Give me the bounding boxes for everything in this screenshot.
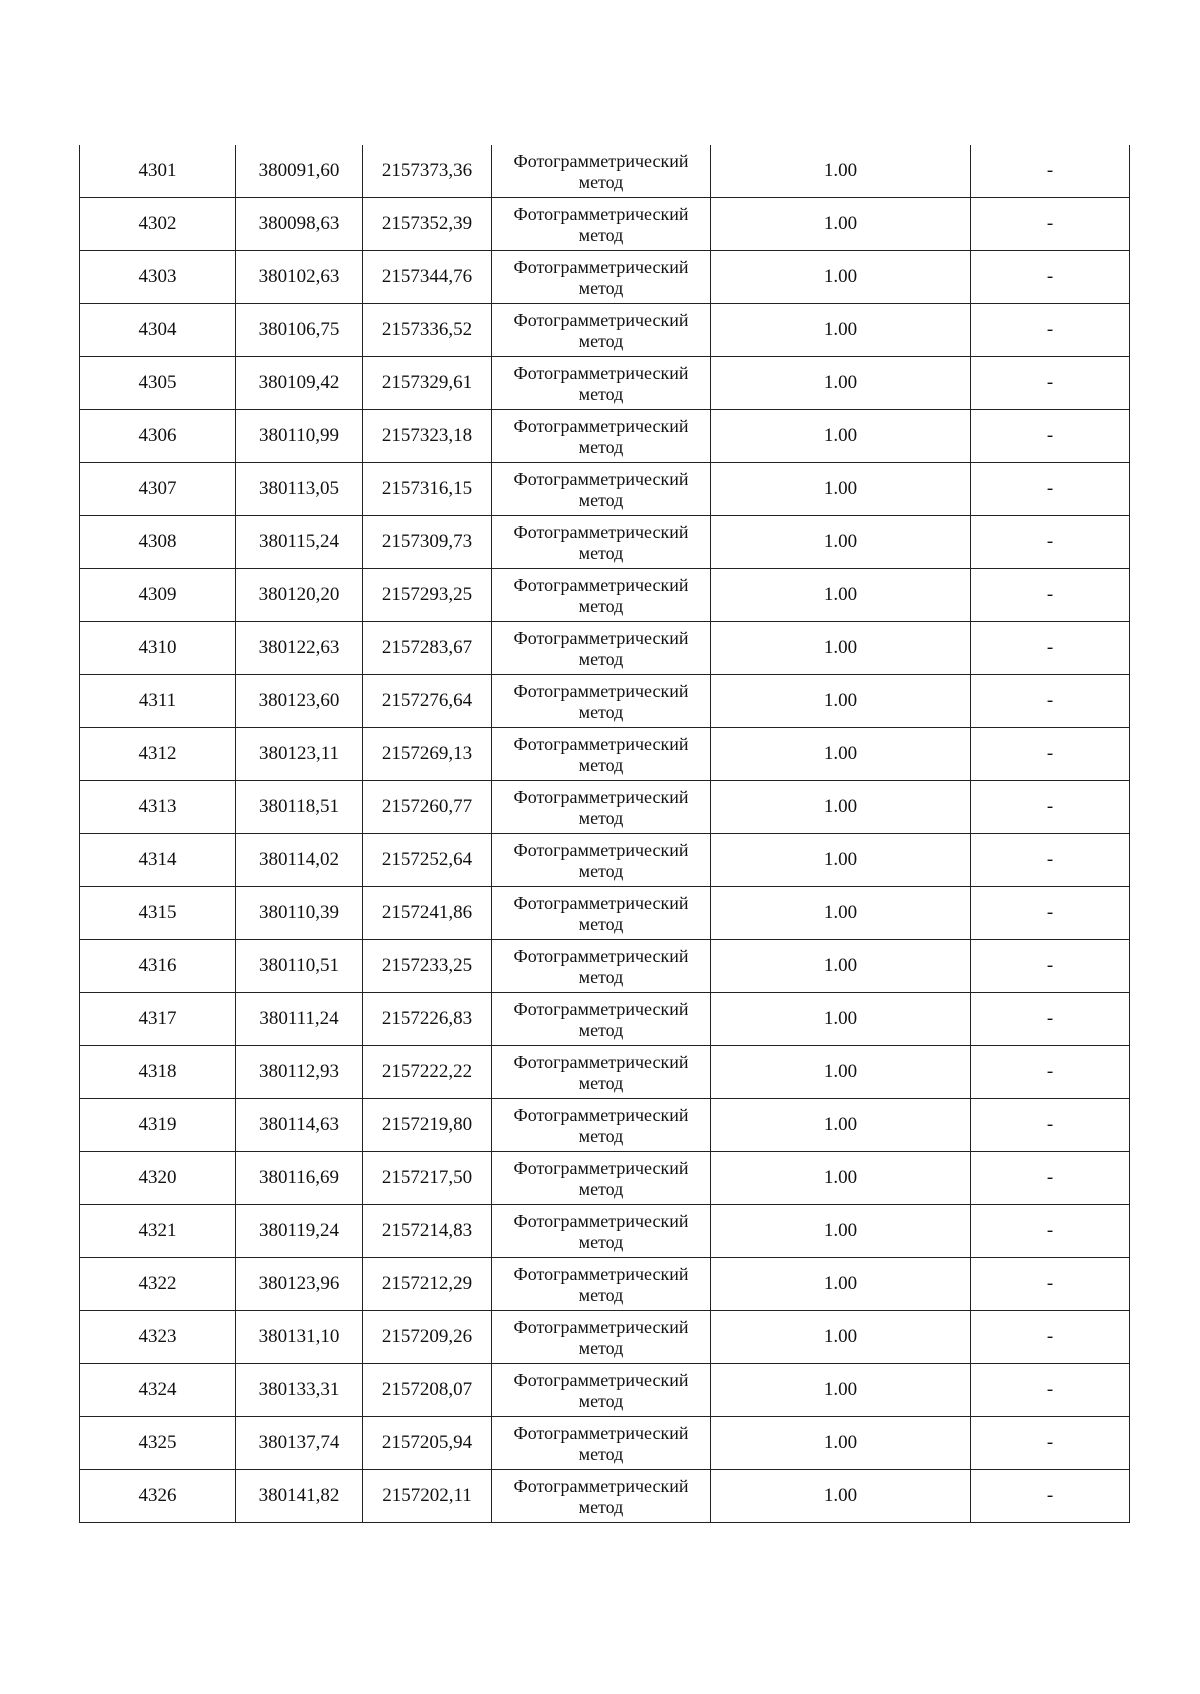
note-cell: - bbox=[971, 622, 1130, 675]
method-line-2: метод bbox=[578, 860, 624, 881]
accuracy-cell: 1.00 bbox=[711, 622, 971, 675]
method-line-1: Фотограмметрический bbox=[513, 892, 689, 913]
method-line-1: Фотограмметрический bbox=[513, 1210, 689, 1231]
note-cell: - bbox=[971, 1470, 1130, 1523]
note-cell: - bbox=[971, 728, 1130, 781]
note-cell: - bbox=[971, 940, 1130, 993]
note-cell: - bbox=[971, 675, 1130, 728]
y-coordinate-cell: 2157260,77 bbox=[363, 781, 492, 834]
note-cell: - bbox=[971, 516, 1130, 569]
y-coordinate-cell: 2157214,83 bbox=[363, 1205, 492, 1258]
method-line-2: метод bbox=[578, 754, 624, 775]
point-number-cell: 4319 bbox=[80, 1099, 236, 1152]
method-cell bbox=[492, 1364, 711, 1417]
table-row bbox=[80, 675, 1130, 728]
point-number-cell: 4305 bbox=[80, 357, 236, 410]
method-line-2: метод bbox=[578, 277, 624, 298]
accuracy-cell: 1.00 bbox=[711, 1311, 971, 1364]
table-row bbox=[80, 993, 1130, 1046]
y-coordinate-cell: 2157329,61 bbox=[363, 357, 492, 410]
x-coordinate-cell: 380123,96 bbox=[236, 1258, 363, 1311]
method-line-2: метод bbox=[578, 224, 624, 245]
table-row bbox=[80, 1311, 1130, 1364]
accuracy-cell: 1.00 bbox=[711, 1099, 971, 1152]
table-row bbox=[80, 622, 1130, 675]
method-line-1: Фотограмметрический bbox=[513, 1051, 689, 1072]
note-cell: - bbox=[971, 251, 1130, 304]
method-cell bbox=[492, 887, 711, 940]
y-coordinate-cell: 2157269,13 bbox=[363, 728, 492, 781]
point-number-cell: 4316 bbox=[80, 940, 236, 993]
note-cell: - bbox=[971, 145, 1130, 198]
x-coordinate-cell: 380131,10 bbox=[236, 1311, 363, 1364]
point-number-cell: 4318 bbox=[80, 1046, 236, 1099]
accuracy-cell: 1.00 bbox=[711, 675, 971, 728]
point-number-cell: 4306 bbox=[80, 410, 236, 463]
note-cell: - bbox=[971, 410, 1130, 463]
x-coordinate-cell: 380112,93 bbox=[236, 1046, 363, 1099]
point-number-cell: 4310 bbox=[80, 622, 236, 675]
point-number-cell: 4317 bbox=[80, 993, 236, 1046]
table-row bbox=[80, 1046, 1130, 1099]
point-number-cell: 4309 bbox=[80, 569, 236, 622]
x-coordinate-cell: 380109,42 bbox=[236, 357, 363, 410]
method-line-1: Фотограмметрический bbox=[513, 256, 689, 277]
method-line-2: метод bbox=[578, 330, 624, 351]
table-row bbox=[80, 463, 1130, 516]
method-line-2: метод bbox=[578, 1443, 624, 1464]
coordinates-table bbox=[79, 145, 1130, 1523]
method-line-1: Фотограмметрический bbox=[513, 1104, 689, 1125]
note-cell: - bbox=[971, 887, 1130, 940]
table-row bbox=[80, 728, 1130, 781]
method-line-1: Фотограмметрический bbox=[513, 945, 689, 966]
table-row bbox=[80, 1417, 1130, 1470]
method-cell bbox=[492, 1311, 711, 1364]
method-cell bbox=[492, 834, 711, 887]
accuracy-cell: 1.00 bbox=[711, 887, 971, 940]
point-number-cell: 4302 bbox=[80, 198, 236, 251]
table-row bbox=[80, 1470, 1130, 1523]
accuracy-cell: 1.00 bbox=[711, 1417, 971, 1470]
method-line-2: метод bbox=[578, 1390, 624, 1411]
method-cell bbox=[492, 357, 711, 410]
accuracy-cell: 1.00 bbox=[711, 251, 971, 304]
table-row bbox=[80, 1099, 1130, 1152]
point-number-cell: 4322 bbox=[80, 1258, 236, 1311]
method-line-2: метод bbox=[578, 1337, 624, 1358]
accuracy-cell: 1.00 bbox=[711, 516, 971, 569]
coordinates-table-body bbox=[80, 145, 1130, 1523]
accuracy-cell: 1.00 bbox=[711, 834, 971, 887]
note-cell: - bbox=[971, 569, 1130, 622]
method-line-1: Фотограмметрический bbox=[513, 574, 689, 595]
point-number-cell: 4304 bbox=[80, 304, 236, 357]
y-coordinate-cell: 2157209,26 bbox=[363, 1311, 492, 1364]
method-line-2: метод bbox=[578, 1019, 624, 1040]
method-line-1: Фотограмметрический bbox=[513, 733, 689, 754]
method-cell bbox=[492, 1470, 711, 1523]
accuracy-cell: 1.00 bbox=[711, 993, 971, 1046]
method-line-1: Фотограмметрический bbox=[513, 1369, 689, 1390]
y-coordinate-cell: 2157316,15 bbox=[363, 463, 492, 516]
x-coordinate-cell: 380119,24 bbox=[236, 1205, 363, 1258]
table-row bbox=[80, 198, 1130, 251]
note-cell: - bbox=[971, 1152, 1130, 1205]
y-coordinate-cell: 2157222,22 bbox=[363, 1046, 492, 1099]
table-row bbox=[80, 940, 1130, 993]
x-coordinate-cell: 380114,02 bbox=[236, 834, 363, 887]
x-coordinate-cell: 380106,75 bbox=[236, 304, 363, 357]
method-line-1: Фотограмметрический bbox=[513, 839, 689, 860]
accuracy-cell: 1.00 bbox=[711, 1205, 971, 1258]
accuracy-cell: 1.00 bbox=[711, 410, 971, 463]
point-number-cell: 4303 bbox=[80, 251, 236, 304]
y-coordinate-cell: 2157373,36 bbox=[363, 145, 492, 198]
x-coordinate-cell: 380141,82 bbox=[236, 1470, 363, 1523]
x-coordinate-cell: 380123,60 bbox=[236, 675, 363, 728]
method-line-1: Фотограмметрический bbox=[513, 415, 689, 436]
accuracy-cell: 1.00 bbox=[711, 1364, 971, 1417]
point-number-cell: 4321 bbox=[80, 1205, 236, 1258]
y-coordinate-cell: 2157276,64 bbox=[363, 675, 492, 728]
method-cell bbox=[492, 1099, 711, 1152]
table-row bbox=[80, 251, 1130, 304]
note-cell: - bbox=[971, 993, 1130, 1046]
method-cell bbox=[492, 145, 711, 198]
method-cell bbox=[492, 1152, 711, 1205]
point-number-cell: 4323 bbox=[80, 1311, 236, 1364]
x-coordinate-cell: 380114,63 bbox=[236, 1099, 363, 1152]
method-cell bbox=[492, 1205, 711, 1258]
method-line-1: Фотограмметрический bbox=[513, 362, 689, 383]
note-cell: - bbox=[971, 1046, 1130, 1099]
x-coordinate-cell: 380098,63 bbox=[236, 198, 363, 251]
y-coordinate-cell: 2157233,25 bbox=[363, 940, 492, 993]
accuracy-cell: 1.00 bbox=[711, 304, 971, 357]
table-row bbox=[80, 1205, 1130, 1258]
method-cell bbox=[492, 410, 711, 463]
point-number-cell: 4313 bbox=[80, 781, 236, 834]
y-coordinate-cell: 2157212,29 bbox=[363, 1258, 492, 1311]
method-cell bbox=[492, 304, 711, 357]
point-number-cell: 4326 bbox=[80, 1470, 236, 1523]
method-line-2: метод bbox=[578, 171, 624, 192]
method-line-2: метод bbox=[578, 807, 624, 828]
method-cell bbox=[492, 463, 711, 516]
y-coordinate-cell: 2157283,67 bbox=[363, 622, 492, 675]
method-cell bbox=[492, 1417, 711, 1470]
table-row bbox=[80, 781, 1130, 834]
y-coordinate-cell: 2157352,39 bbox=[363, 198, 492, 251]
method-line-2: метод bbox=[578, 966, 624, 987]
note-cell: - bbox=[971, 304, 1130, 357]
x-coordinate-cell: 380137,74 bbox=[236, 1417, 363, 1470]
method-line-1: Фотограмметрический bbox=[513, 1157, 689, 1178]
x-coordinate-cell: 380118,51 bbox=[236, 781, 363, 834]
method-cell bbox=[492, 675, 711, 728]
y-coordinate-cell: 2157208,07 bbox=[363, 1364, 492, 1417]
table-row bbox=[80, 1258, 1130, 1311]
x-coordinate-cell: 380110,39 bbox=[236, 887, 363, 940]
table-row bbox=[80, 1152, 1130, 1205]
point-number-cell: 4324 bbox=[80, 1364, 236, 1417]
x-coordinate-cell: 380133,31 bbox=[236, 1364, 363, 1417]
note-cell: - bbox=[971, 198, 1130, 251]
x-coordinate-cell: 380116,69 bbox=[236, 1152, 363, 1205]
table-row bbox=[80, 304, 1130, 357]
x-coordinate-cell: 380123,11 bbox=[236, 728, 363, 781]
accuracy-cell: 1.00 bbox=[711, 357, 971, 410]
method-line-1: Фотограмметрический bbox=[513, 627, 689, 648]
table-row bbox=[80, 1364, 1130, 1417]
y-coordinate-cell: 2157252,64 bbox=[363, 834, 492, 887]
method-line-2: метод bbox=[578, 436, 624, 457]
y-coordinate-cell: 2157219,80 bbox=[363, 1099, 492, 1152]
method-line-2: метод bbox=[578, 489, 624, 510]
method-cell bbox=[492, 728, 711, 781]
x-coordinate-cell: 380110,99 bbox=[236, 410, 363, 463]
x-coordinate-cell: 380111,24 bbox=[236, 993, 363, 1046]
method-line-1: Фотограмметрический bbox=[513, 786, 689, 807]
method-line-1: Фотограмметрический bbox=[513, 203, 689, 224]
method-cell bbox=[492, 569, 711, 622]
x-coordinate-cell: 380120,20 bbox=[236, 569, 363, 622]
method-line-2: метод bbox=[578, 648, 624, 669]
method-cell bbox=[492, 516, 711, 569]
note-cell: - bbox=[971, 1205, 1130, 1258]
note-cell: - bbox=[971, 1311, 1130, 1364]
y-coordinate-cell: 2157202,11 bbox=[363, 1470, 492, 1523]
accuracy-cell: 1.00 bbox=[711, 1470, 971, 1523]
y-coordinate-cell: 2157293,25 bbox=[363, 569, 492, 622]
table-row bbox=[80, 145, 1130, 198]
y-coordinate-cell: 2157344,76 bbox=[363, 251, 492, 304]
y-coordinate-cell: 2157309,73 bbox=[363, 516, 492, 569]
note-cell: - bbox=[971, 1099, 1130, 1152]
method-line-1: Фотограмметрический bbox=[513, 468, 689, 489]
method-cell bbox=[492, 1258, 711, 1311]
method-cell bbox=[492, 251, 711, 304]
method-line-2: метод bbox=[578, 595, 624, 616]
method-line-2: метод bbox=[578, 1072, 624, 1093]
note-cell: - bbox=[971, 834, 1130, 887]
point-number-cell: 4315 bbox=[80, 887, 236, 940]
point-number-cell: 4312 bbox=[80, 728, 236, 781]
method-line-2: метод bbox=[578, 701, 624, 722]
point-number-cell: 4308 bbox=[80, 516, 236, 569]
y-coordinate-cell: 2157323,18 bbox=[363, 410, 492, 463]
method-cell bbox=[492, 993, 711, 1046]
accuracy-cell: 1.00 bbox=[711, 198, 971, 251]
method-line-2: метод bbox=[578, 1496, 624, 1517]
method-cell bbox=[492, 940, 711, 993]
note-cell: - bbox=[971, 1364, 1130, 1417]
method-cell bbox=[492, 198, 711, 251]
method-line-1: Фотограмметрический bbox=[513, 680, 689, 701]
method-line-1: Фотограмметрический bbox=[513, 998, 689, 1019]
method-line-1: Фотограмметрический bbox=[513, 1475, 689, 1496]
accuracy-cell: 1.00 bbox=[711, 463, 971, 516]
accuracy-cell: 1.00 bbox=[711, 1152, 971, 1205]
method-cell bbox=[492, 622, 711, 675]
note-cell: - bbox=[971, 1258, 1130, 1311]
table-row bbox=[80, 569, 1130, 622]
method-line-1: Фотограмметрический bbox=[513, 1316, 689, 1337]
point-number-cell: 4311 bbox=[80, 675, 236, 728]
accuracy-cell: 1.00 bbox=[711, 1046, 971, 1099]
table-row bbox=[80, 357, 1130, 410]
note-cell: - bbox=[971, 1417, 1130, 1470]
accuracy-cell: 1.00 bbox=[711, 569, 971, 622]
table-row bbox=[80, 887, 1130, 940]
x-coordinate-cell: 380122,63 bbox=[236, 622, 363, 675]
point-number-cell: 4307 bbox=[80, 463, 236, 516]
method-line-1: Фотограмметрический bbox=[513, 150, 689, 171]
table-row bbox=[80, 834, 1130, 887]
accuracy-cell: 1.00 bbox=[711, 1258, 971, 1311]
y-coordinate-cell: 2157205,94 bbox=[363, 1417, 492, 1470]
x-coordinate-cell: 380110,51 bbox=[236, 940, 363, 993]
table-row bbox=[80, 410, 1130, 463]
x-coordinate-cell: 380091,60 bbox=[236, 145, 363, 198]
method-line-1: Фотограмметрический bbox=[513, 521, 689, 542]
method-line-1: Фотограмметрический bbox=[513, 1422, 689, 1443]
method-cell bbox=[492, 781, 711, 834]
accuracy-cell: 1.00 bbox=[711, 728, 971, 781]
accuracy-cell: 1.00 bbox=[711, 145, 971, 198]
method-cell bbox=[492, 1046, 711, 1099]
method-line-1: Фотограмметрический bbox=[513, 1263, 689, 1284]
note-cell: - bbox=[971, 357, 1130, 410]
table-row bbox=[80, 516, 1130, 569]
method-line-2: метод bbox=[578, 1125, 624, 1146]
x-coordinate-cell: 380113,05 bbox=[236, 463, 363, 516]
y-coordinate-cell: 2157336,52 bbox=[363, 304, 492, 357]
x-coordinate-cell: 380102,63 bbox=[236, 251, 363, 304]
x-coordinate-cell: 380115,24 bbox=[236, 516, 363, 569]
method-line-2: метод bbox=[578, 1178, 624, 1199]
point-number-cell: 4325 bbox=[80, 1417, 236, 1470]
y-coordinate-cell: 2157241,86 bbox=[363, 887, 492, 940]
note-cell: - bbox=[971, 463, 1130, 516]
point-number-cell: 4314 bbox=[80, 834, 236, 887]
point-number-cell: 4301 bbox=[80, 145, 236, 198]
method-line-2: метод bbox=[578, 1231, 624, 1252]
method-line-2: метод bbox=[578, 383, 624, 404]
method-line-1: Фотограмметрический bbox=[513, 309, 689, 330]
note-cell: - bbox=[971, 781, 1130, 834]
accuracy-cell: 1.00 bbox=[711, 781, 971, 834]
point-number-cell: 4320 bbox=[80, 1152, 236, 1205]
method-line-2: метод bbox=[578, 913, 624, 934]
accuracy-cell: 1.00 bbox=[711, 940, 971, 993]
method-line-2: метод bbox=[578, 1284, 624, 1305]
method-line-2: метод bbox=[578, 542, 624, 563]
y-coordinate-cell: 2157217,50 bbox=[363, 1152, 492, 1205]
y-coordinate-cell: 2157226,83 bbox=[363, 993, 492, 1046]
